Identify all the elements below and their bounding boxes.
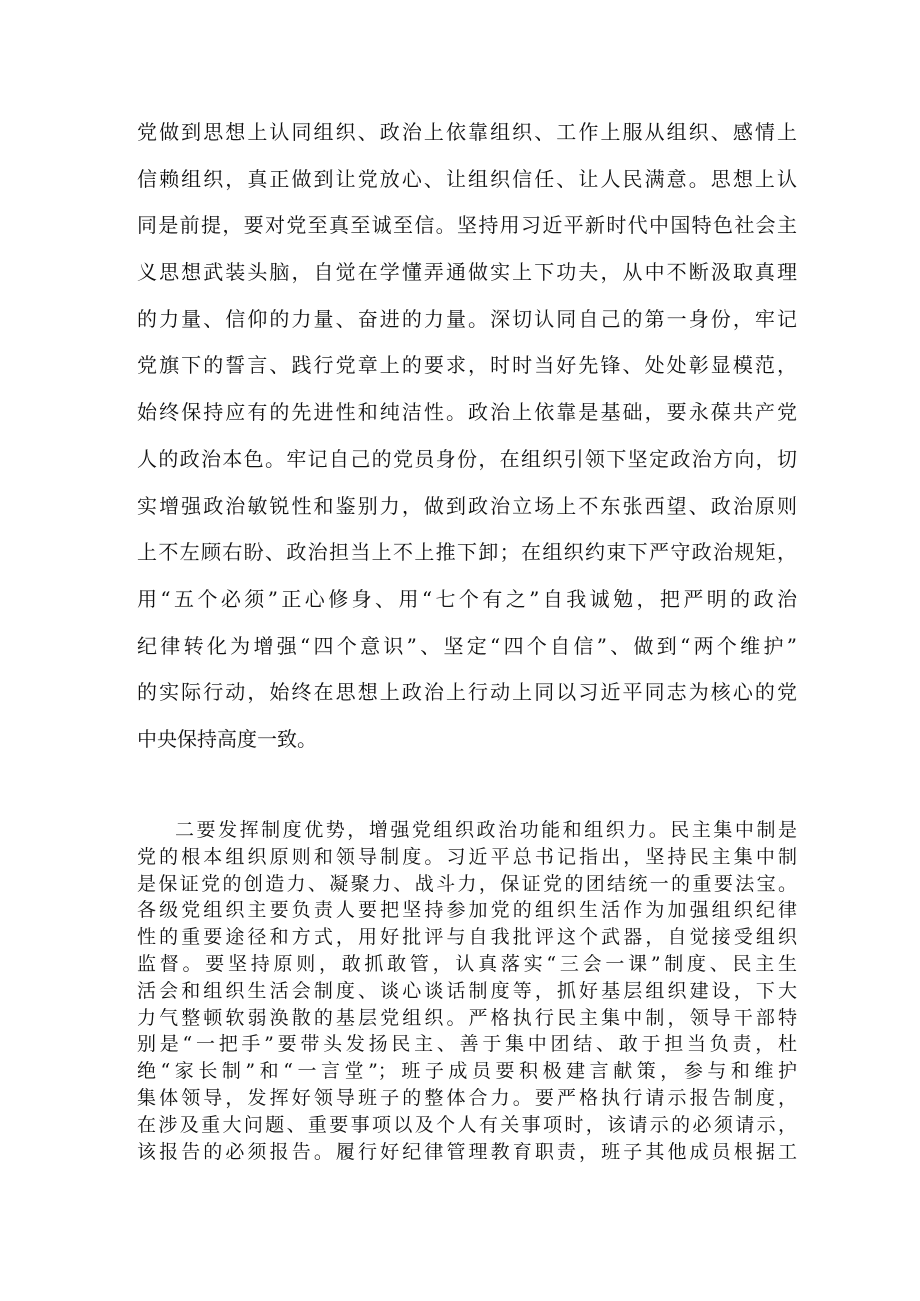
text-line: 别是“一把手”要带头发扬民主、善于集中团结、敢于担当负责，杜 (137, 1033, 797, 1056)
paragraph-2 (137, 817, 797, 1165)
text-line: 义思想武装头脑，自觉在学懂弄通做实上下功夫，从中不断汲取真理 (137, 260, 797, 285)
text-line: 该报告的必须报告。履行好纪律管理教育职责，班子其他成员根据工 (137, 1140, 797, 1163)
paragraph-1 (137, 112, 797, 766)
text-line: 党旗下的誓言、践行党章上的要求，时时当好先锋、处处彰显模范， (137, 353, 797, 378)
text-line: 用“五个必须”正心修身、用“七个有之”自我诚勉，把严明的政治 (137, 586, 797, 611)
text-line: 党的根本组织原则和领导制度。习近平总书记指出，坚持民主集中制 (137, 845, 797, 868)
text-line: 是保证党的创造力、凝聚力、战斗力，保证党的团结统一的重要法宝。 (137, 872, 797, 895)
text-line: 各级党组织主要负责人要把坚持参加党的组织生活作为加强组织纪律 (137, 899, 797, 922)
text-line: 纪律转化为增强“四个意识”、坚定“四个自信”、做到“两个维护” (137, 633, 797, 658)
text-line: 活会和组织生活会制度、谈心谈话制度等，抓好基层组织建设，下大 (137, 979, 797, 1002)
text-line: 上不左顾右盼、政治担当上不上推下卸；在组织约束下严守政治规矩， (137, 540, 797, 565)
text-line: 中央保持高度一致。 (137, 726, 317, 751)
text-line: 在涉及重大问题、重要事项以及个人有关事项时，该请示的必须请示， (137, 1113, 797, 1136)
text-line: 监督。要坚持原则，敢抓敢管，认真落实“三会一课”制度、民主生 (137, 952, 797, 975)
text-line: 绝“家长制”和“一言堂”；班子成员要积极建言献策，参与和维护 (137, 1060, 797, 1083)
text-line: 信赖组织，真正做到让党放心、让组织信任、让人民满意。思想上认 (137, 166, 797, 191)
text-line: 的力量、信仰的力量、奋进的力量。深切认同自己的第一身份，牢记 (137, 306, 797, 331)
text-line: 人的政治本色。牢记自己的党员身份，在组织引领下坚定政治方向，切 (137, 446, 797, 471)
text-line: 始终保持应有的先进性和纯洁性。政治上依靠是基础，要永葆共产党 (137, 400, 797, 425)
text-line: 的实际行动，始终在思想上政治上行动上同以习近平同志为核心的党 (137, 680, 797, 705)
text-line: 力气整顿软弱涣散的基层党组织。严格执行民主集中制，领导干部特 (137, 1006, 797, 1029)
text-line: 实增强政治敏锐性和鉴别力，做到政治立场上不东张西望、政治原则 (137, 493, 797, 518)
text-line: 同是前提，要对党至真至诚至信。坚持用习近平新时代中国特色社会主 (137, 213, 797, 238)
text-line: 党做到思想上认同组织、政治上依靠组织、工作上服从组织、感情上 (137, 120, 797, 144)
text-line: 二要发挥制度优势，增强党组织政治功能和组织力。民主集中制是 (175, 819, 797, 841)
text-line: 性的重要途径和方式，用好批评与自我批评这个武器，自觉接受组织 (137, 926, 797, 949)
text-line: 集体领导，发挥好领导班子的整体合力。要严格执行请示报告制度， (137, 1086, 797, 1109)
